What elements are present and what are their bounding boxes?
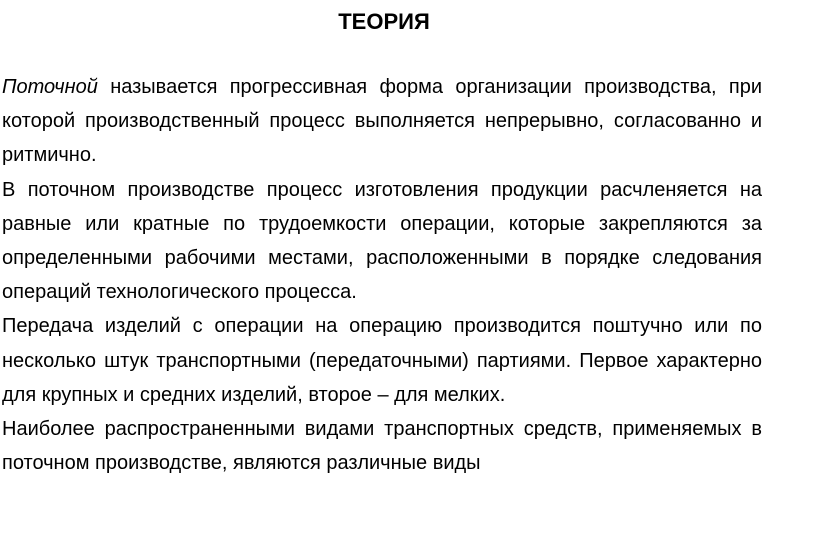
document-body xyxy=(2,70,762,480)
paragraph-transport xyxy=(2,412,762,480)
paragraph-text: В поточном производстве процесс изготовления продукции расчленяется на равные или кратные по трудоемкости операции, которые закрепляются за определенными рабочими местами, расположенными в порядке следования операций технологического процесса. xyxy=(2,178,762,304)
page-title: ТЕОРИЯ xyxy=(338,9,430,34)
paragraph-text: Передача изделий с операции на операцию производится поштучно или по несколько штук транспортными (передаточными) партиями. Первое характерно для крупных и средних изделий, второе – для мелких. xyxy=(2,315,762,406)
paragraph-process xyxy=(2,173,762,310)
paragraph-text: называется прогрессивная форма организации производства, при которой производственный процесс выполняется непрерывно, согласованно и ритмично. xyxy=(2,76,762,167)
italic-term: Поточной xyxy=(2,76,98,98)
paragraph-text: Наиболее распространенными видами транспортных средств, применяемых в поточном производстве, являются различные виды xyxy=(2,418,762,475)
paragraph-definition xyxy=(2,70,762,173)
paragraph-transfer xyxy=(2,309,762,412)
